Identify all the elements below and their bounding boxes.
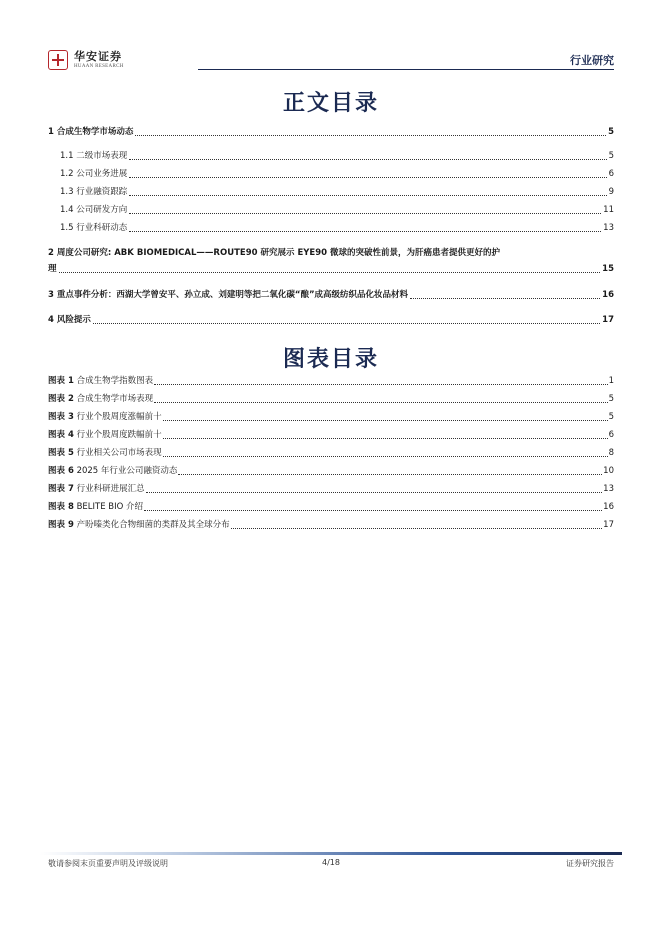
figure-number: 图表 7 [48,484,74,494]
toc-entry-1-2[interactable] [48,169,614,180]
toc-entry-page: 15 [602,264,614,274]
figure-page: 5 [608,394,614,404]
dot-leader [178,474,602,475]
figure-label: 合成生物学市场表现 [76,394,154,404]
toc-entry-label: 3 重点事件分析：西湖大学曾安平、孙立成、刘建明等把二氧化碳“酿”成高级纺织品化妆品材料 [48,290,409,300]
figure-entry-6[interactable] [48,466,614,477]
footer-rule [40,852,622,855]
toc-entry-label-cont: 理 [48,264,57,274]
toc-entry-2[interactable] [48,248,614,275]
toc-entry-4[interactable] [48,315,614,326]
figure-label: 行业个股周度跌幅前十 [76,430,162,440]
dot-leader [129,231,601,232]
disclaimer-note: 敬请参阅末页重要声明及评级说明 [48,859,168,868]
toc-entry-label: 1.5 行业科研动态 [60,223,128,233]
toc-entry-1-1[interactable] [48,151,614,162]
toc-title: 正文目录 [282,90,379,116]
page-number: 4/18 [322,858,340,867]
dot-leader [163,456,608,457]
figure-toc-title: 图表目录 [282,346,379,372]
dot-leader [154,384,607,385]
dot-leader [135,135,606,136]
toc-entry-1-4[interactable] [48,205,614,216]
figure-entry-5[interactable] [48,448,614,459]
figure-label: 行业个股周度涨幅前十 [76,412,162,422]
dot-leader [129,195,606,196]
figure-number: 图表 6 [48,466,74,476]
figure-number: 图表 5 [48,448,74,458]
toc-entry-label: 4 风险提示 [48,315,91,325]
figure-entry-2[interactable] [48,394,614,405]
toc-entry-page: 9 [608,187,614,197]
toc-entry-label: 1.2 公司业务进展 [60,169,128,179]
toc-entry-1-5[interactable] [48,223,614,234]
figure-number: 图表 1 [48,376,74,386]
toc-entry-label: 1.1 二级市场表现 [60,151,128,161]
dot-leader [163,438,608,439]
figure-label: 行业科研进展汇总 [76,484,145,494]
dot-leader [146,492,603,493]
seal-icon [48,50,68,70]
dot-leader [154,402,607,403]
figure-label: 合成生物学指数图表 [76,376,154,386]
figure-entry-7[interactable] [48,484,614,495]
toc-entry-page: 17 [602,315,614,325]
figure-page: 17 [603,520,614,530]
figure-label: 2025 年行业公司融资动态 [76,466,178,476]
figure-entry-1[interactable] [48,376,614,387]
toc-entry-1[interactable] [48,127,614,138]
company-logo [48,48,124,72]
figure-page: 10 [603,466,614,476]
dot-leader [163,420,608,421]
dot-leader [59,272,601,273]
dot-leader [144,510,602,511]
toc-entry-page: 5 [608,127,614,137]
report-category: 行业研究 [570,54,614,67]
figure-label: 产吩嗪类化合物细菌的类群及其全球分布 [76,520,230,530]
toc-entry-page: 13 [603,223,614,233]
logo-en-text: HUAAN RESEARCH [74,64,124,69]
toc-entry-page: 6 [608,169,614,179]
figure-entry-8[interactable] [48,502,614,513]
dot-leader [231,528,603,529]
logo-cn-text: 华安证券 [74,50,122,63]
report-type: 证券研究报告 [566,859,614,868]
figure-page: 5 [608,412,614,422]
figure-entry-9[interactable] [48,520,614,531]
toc-entry-label: 1.3 行业融资跟踪 [60,187,128,197]
toc-entry-1-3[interactable] [48,187,614,198]
toc-entry-label: 2 周度公司研究: ABK BIOMEDICAL——ROUTE90 研究展示 EYE90 微球的突破性前景，为肝癌患者提供更好的护 [48,248,501,258]
figure-number: 图表 4 [48,430,74,440]
figure-page: 8 [608,448,614,458]
figure-label: BELITE BIO 介绍 [76,502,144,512]
figure-entry-4[interactable] [48,430,614,441]
toc-entry-page: 5 [608,151,614,161]
toc-entry-label: 1.4 公司研发方向 [60,205,128,215]
figure-label: 行业相关公司市场表现 [76,448,162,458]
header-rule [198,69,614,70]
dot-leader [129,213,601,214]
figure-number: 图表 9 [48,520,74,530]
dot-leader [129,159,606,160]
figure-page: 1 [608,376,614,386]
toc-entry-page: 11 [603,205,614,215]
figure-number: 图表 3 [48,412,74,422]
page-header [48,48,614,72]
toc-entry-page: 16 [602,290,614,300]
toc-entry-label: 1 合成生物学市场动态 [48,127,134,137]
dot-leader [129,177,606,178]
figure-number: 图表 8 [48,502,74,512]
dot-leader [93,323,600,324]
figure-page: 16 [603,502,614,512]
figure-page: 6 [608,430,614,440]
figure-entry-3[interactable] [48,412,614,423]
figure-number: 图表 2 [48,394,74,404]
figure-page: 13 [603,484,614,494]
toc-entry-3[interactable] [48,290,614,301]
toc-list-cont [48,290,614,330]
page-footer [48,858,614,870]
dot-leader [410,298,600,299]
